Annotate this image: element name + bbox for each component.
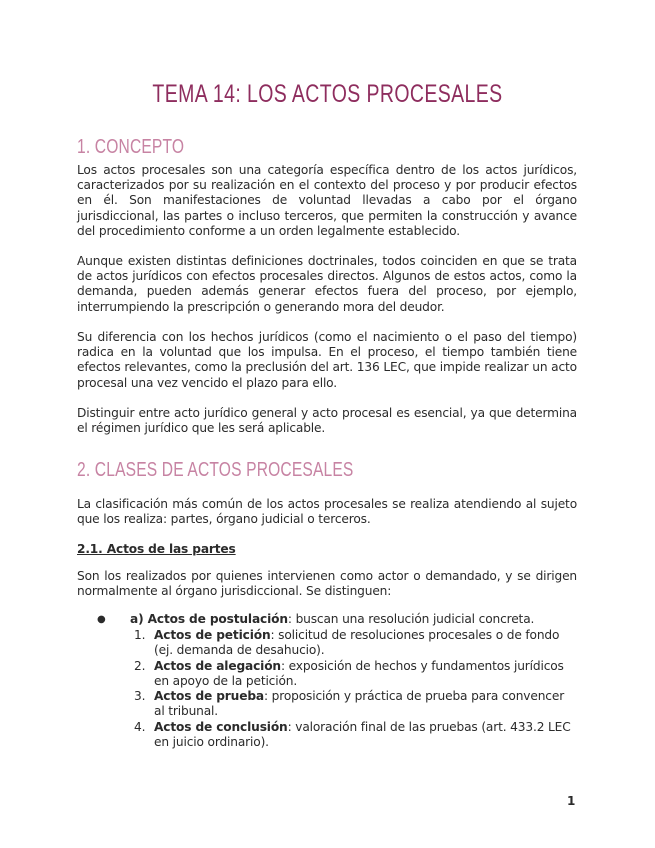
- subsection-heading-actos-partes: 2.1. Actos de las partes: [77, 542, 236, 556]
- list-item-label: Actos de petición: [154, 628, 271, 642]
- section-heading-concepto: 1. CONCEPTO: [77, 136, 185, 158]
- list-item: [134, 628, 574, 658]
- list-item-text: : proposición y práctica de prueba para convencer al tribunal.: [154, 689, 565, 719]
- paragraph-actos-partes: Son los realizados por quienes intervienen como actor o demandado, y se dirigen normalmente al órgano jurisdiccional. Se distinguen:: [77, 569, 577, 599]
- list-item-text: : solicitud de resoluciones procesales o de fondo (ej. demanda de desahucio).: [154, 628, 560, 658]
- page-number: 1: [567, 794, 576, 808]
- list-item-label: Actos de prueba: [154, 689, 264, 703]
- bullet-postulacion: [97, 612, 534, 627]
- list-item: [134, 659, 574, 689]
- list-item: [134, 720, 574, 750]
- bullet-text: : buscan una resolución judicial concreta.: [287, 612, 535, 626]
- list-item-number: 2.: [134, 659, 146, 673]
- list-item-number: 4.: [134, 720, 146, 734]
- section-heading-clases: 2. CLASES DE ACTOS PROCESALES: [77, 459, 354, 481]
- paragraph-clasificacion: La clasificación más común de los actos procesales se realiza atendiendo al sujeto que los realiza: partes, órgano judicial o terceros.: [77, 497, 577, 527]
- paragraph-4: Distinguir entre acto jurídico general y acto procesal es esencial, ya que determina el régimen jurídico que les será aplicable.: [77, 406, 577, 436]
- paragraph-2: Aunque existen distintas definiciones doctrinales, todos coinciden en que se trata de actos jurídicos con efectos procesales directos. Algunos de estos actos, como la demanda, pueden además generar efectos fuera del proceso, por ejemplo, interrumpiendo la prescripción o generando mora del deudor.: [77, 254, 577, 314]
- list-item-number: 1.: [134, 628, 146, 642]
- list-item-text: : exposición de hechos y fundamentos jurídicos en apoyo de la petición.: [154, 659, 564, 689]
- bullet-dot-icon: ●: [97, 614, 106, 625]
- list-item-number: 3.: [134, 689, 146, 703]
- page-title: TEMA 14: LOS ACTOS PROCESALES: [152, 80, 503, 108]
- list-item-text: : valoración final de las pruebas (art. 433.2 LEC en juicio ordinario).: [154, 720, 571, 750]
- paragraph-3: Su diferencia con los hechos jurídicos (como el nacimiento o el paso del tiempo) radica en la voluntad que los impulsa. En el proceso, el tiempo también tiene efectos relevantes, como la preclusión del art. 136 LEC, que impide realizar un acto procesal una vez vencido el plazo para ello.: [77, 330, 577, 390]
- bullet-label: a) Actos de postulación: [130, 612, 288, 626]
- list-item: [134, 689, 574, 719]
- paragraph-1: Los actos procesales son una categoría específica dentro de los actos jurídicos, caracterizados por su realización en el contexto del proceso y por producir efectos en él. Son manifestaciones de voluntad llevadas a cabo por el órgano jurisdiccional, las partes o incluso terceros, que permiten la construcción y avance del procedimiento conforme a un orden legalmente establecido.: [77, 163, 577, 238]
- list-item-label: Actos de conclusión: [154, 720, 288, 734]
- list-item-label: Actos de alegación: [154, 659, 281, 673]
